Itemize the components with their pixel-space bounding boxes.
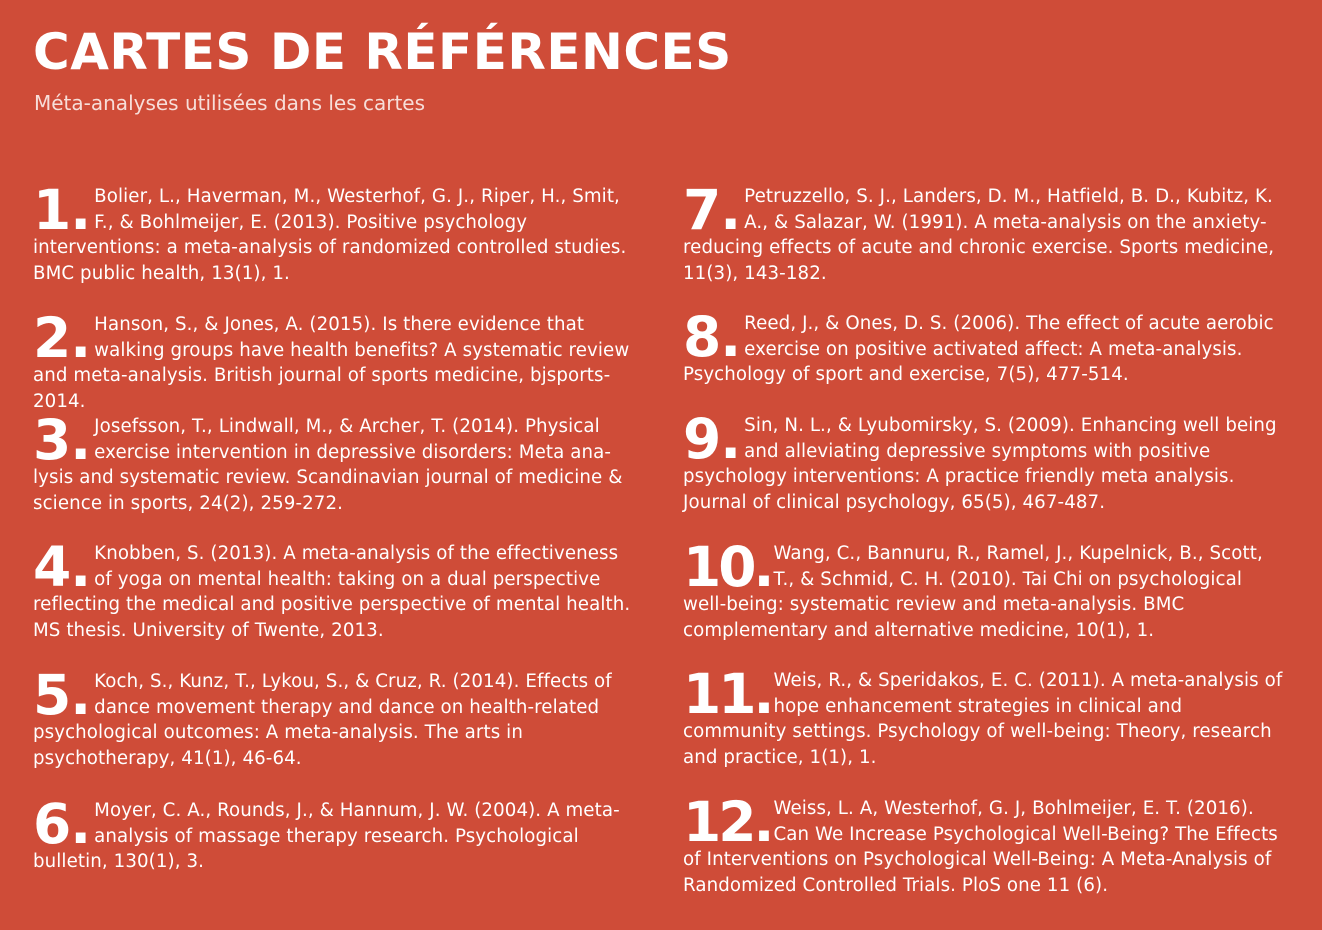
reference-item bbox=[683, 790, 1283, 898]
reference-item bbox=[33, 306, 639, 414]
reference-text: Moyer, C. A., Rounds, J., & Hannum, J. W. (2004). A meta-analysis of massage therapy research. Psychological bulletin, 130(1), 3. bbox=[33, 800, 620, 872]
reference-text: Knobben, S. (2013). A meta-analysis of the effectiveness of yoga on mental health: taking on a dual perspective reflecting the medical and positive perspective of mental health. MS thesis. University of Twente, 2013. bbox=[33, 543, 631, 641]
reference-number: 6. bbox=[33, 792, 91, 856]
reference-item bbox=[33, 408, 639, 516]
reference-number: 8. bbox=[683, 305, 741, 369]
reference-number: 9. bbox=[683, 407, 741, 471]
reference-text: Wang, C., Bannuru, R., Ramel, J., Kupelnick, B., Scott, T., & Schmid, C. H. (2010). Tai Chi on psychological well-being: systematic review and meta-analysis. BMC complementary and alternative medicine, 10(1), 1. bbox=[683, 543, 1263, 641]
reference-item bbox=[33, 535, 639, 643]
reference-text: Weiss, L. A, Westerhof, G. J, Bohlmeijer, E. T. (2016). Can We Increase Psychological Well-Being? The Effects of Interventions on Psychological Well-Being: A Meta-Analysis of Randomized Controlled Trials. PloS one 11 (6). bbox=[683, 798, 1278, 896]
reference-text: Josefsson, T., Lindwall, M., & Archer, T. (2014). Physical exercise intervention in depressive disorders: Meta ana-lysis and systematic review. Scandinavian journal of medicine & science in sports, 24(2), 259-272. bbox=[33, 416, 623, 514]
reference-text: Hanson, S., & Jones, A. (2015). Is there evidence that walking groups have health benefits? A systematic review and meta-analysis. British journal of sports medicine, bjsports-2014. bbox=[33, 314, 630, 412]
reference-number: 3. bbox=[33, 408, 91, 472]
reference-item bbox=[33, 663, 639, 771]
reference-number: 4. bbox=[33, 535, 91, 599]
reference-item bbox=[683, 535, 1283, 643]
reference-item bbox=[683, 305, 1283, 388]
reference-text: Bolier, L., Haverman, M., Westerhof, G. J., Riper, H., Smit, F., & Bohlmeijer, E. (2013). Positive psychology interventions: a meta-analysis of randomized controlled studies. BMC public health, 13(1), 1. bbox=[33, 186, 627, 284]
reference-number: 2. bbox=[33, 306, 91, 370]
reference-text: Weis, R., & Speridakos, E. C. (2011). A meta-analysis of hope enhancement strategies in clinical and community settings. Psychology of well-being: Theory, research and practice, 1(1), 1. bbox=[683, 670, 1283, 768]
reference-number: 1. bbox=[33, 178, 91, 242]
reference-text: Koch, S., Kunz, T., Lykou, S., & Cruz, R. (2014). Effects of dance movement therapy and dance on health-related psychological outcomes: A meta-analysis. The arts in psychotherapy, 41(1), 46-64. bbox=[33, 671, 612, 769]
reference-number: 12. bbox=[683, 790, 772, 854]
reference-number: 5. bbox=[33, 663, 91, 727]
reference-item bbox=[683, 178, 1283, 286]
page-title: CARTES DE RÉFÉRENCES bbox=[33, 23, 732, 81]
reference-text: Sin, N. L., & Lyubomirsky, S. (2009). Enhancing well being and alleviating depressive symptoms with positive psychology interventions: A practice friendly meta analysis. Journal of clinical psychology, 65(5), 467-487. bbox=[683, 415, 1277, 513]
page-subtitle: Méta-analyses utilisées dans les cartes bbox=[34, 91, 426, 115]
reference-item bbox=[683, 407, 1283, 515]
reference-number: 10. bbox=[683, 535, 772, 599]
reference-item bbox=[683, 662, 1283, 770]
reference-item bbox=[33, 178, 639, 286]
reference-text: Petruzzello, S. J., Landers, D. M., Hatfield, B. D., Kubitz, K. A., & Salazar, W. (1991). A meta-analysis on the anxiety-reducing effects of acute and chronic exercise. Sports medicine, 11(3), 143-182. bbox=[683, 186, 1275, 284]
reference-item bbox=[33, 792, 639, 875]
reference-number: 11. bbox=[683, 662, 772, 726]
reference-text: Reed, J., & Ones, D. S. (2006). The effect of acute aerobic exercise on positive activated affect: A meta-analysis. Psychology of sport and exercise, 7(5), 477-514. bbox=[683, 313, 1274, 385]
reference-number: 7. bbox=[683, 178, 741, 242]
